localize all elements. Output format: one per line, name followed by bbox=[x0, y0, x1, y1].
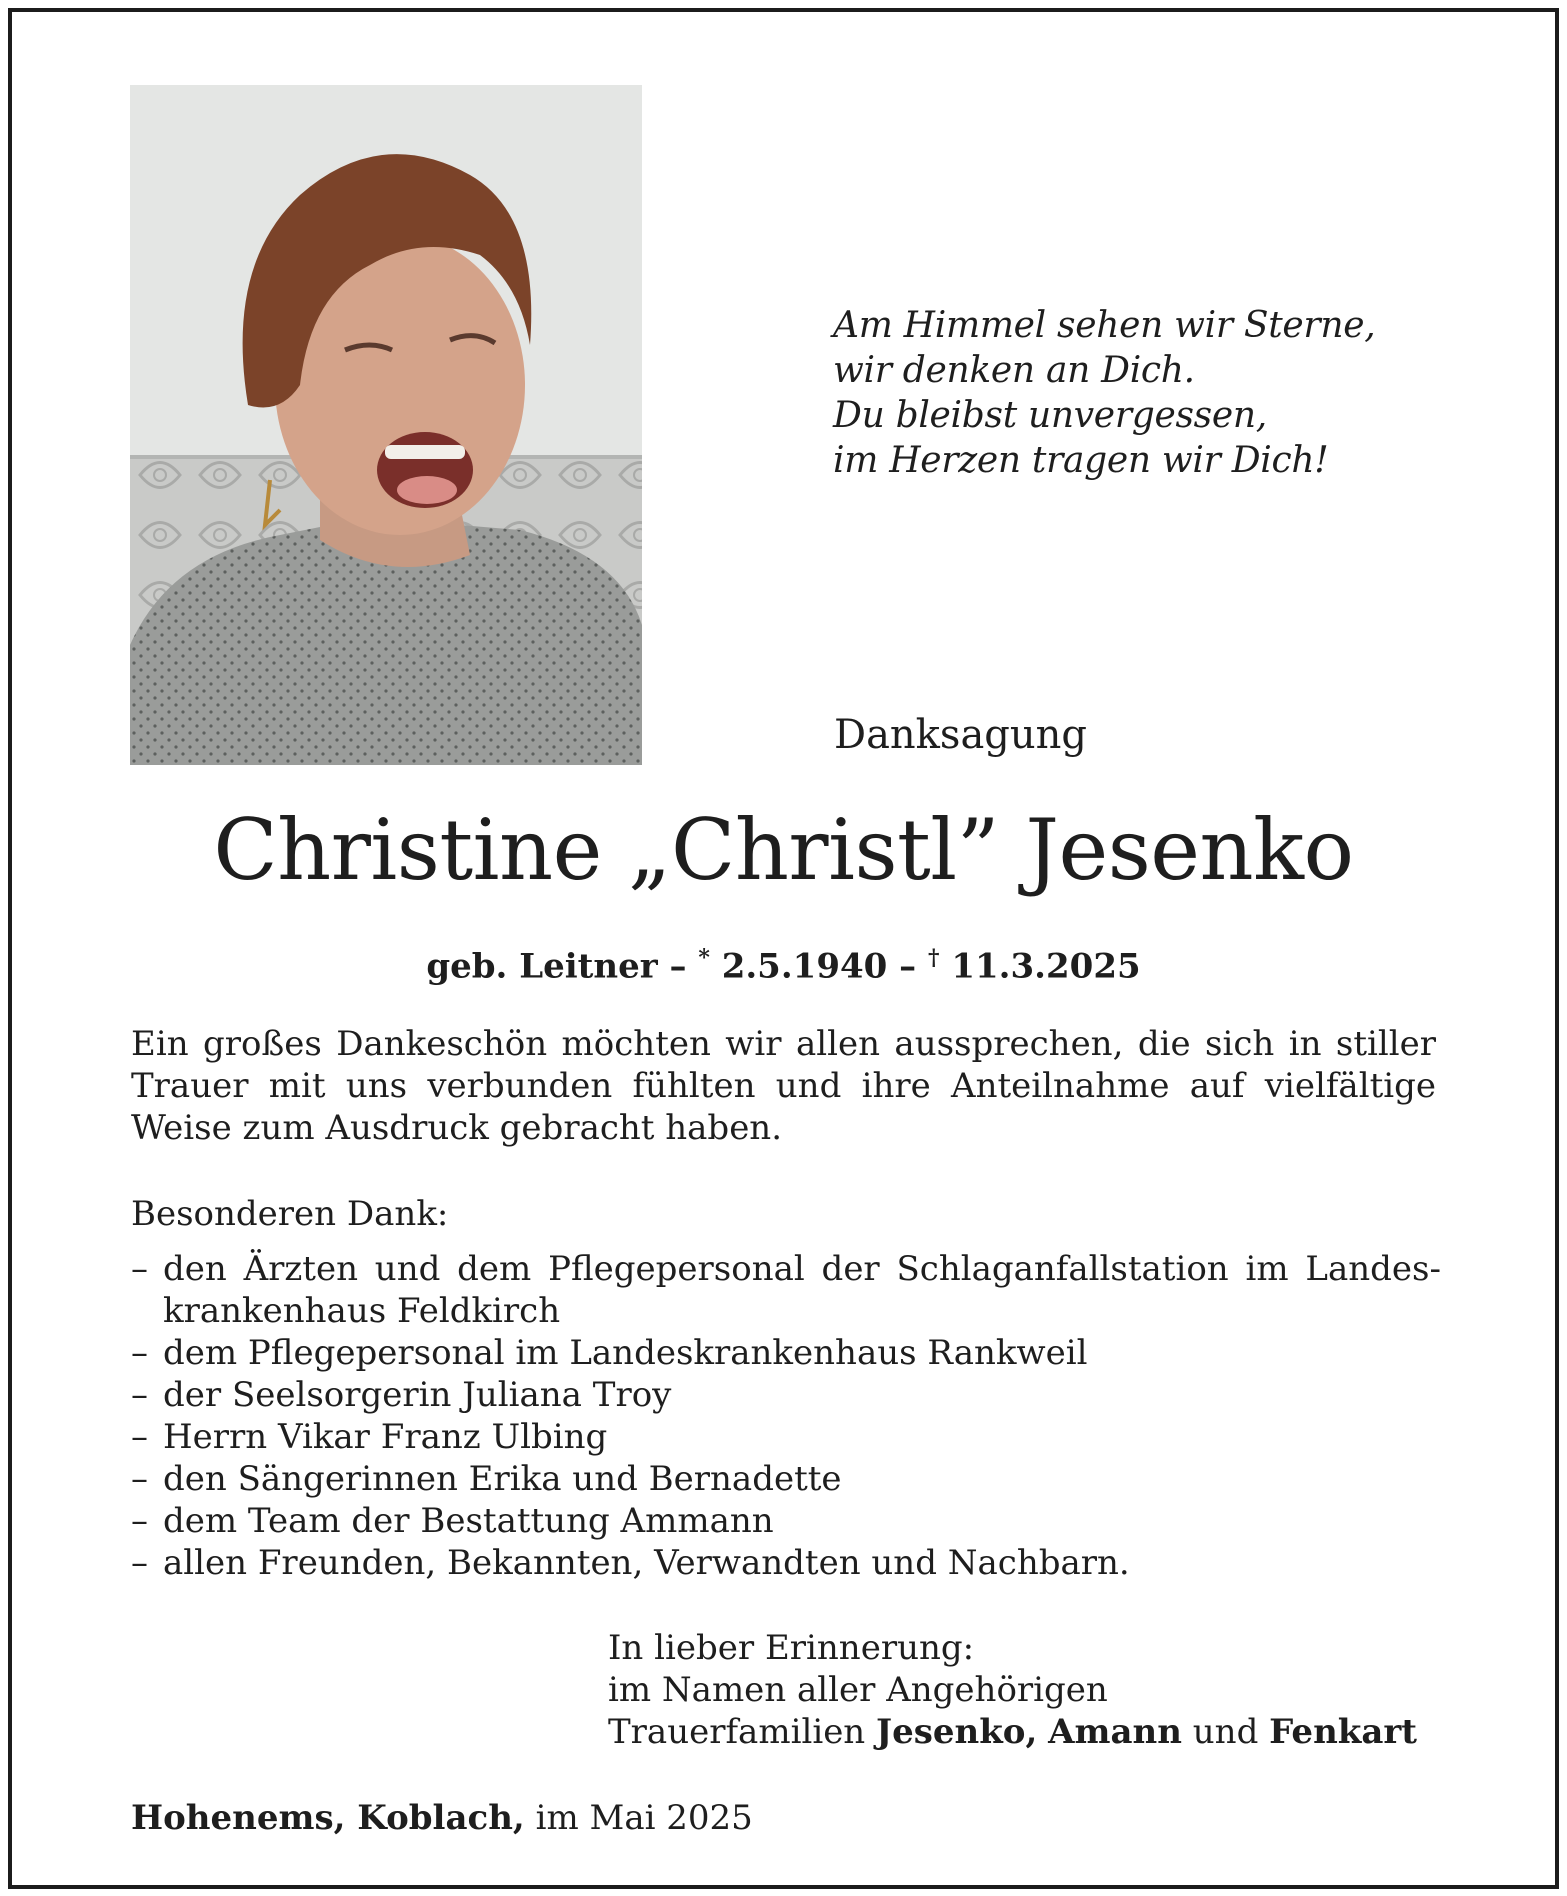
family-name: Jesenko, bbox=[876, 1712, 1038, 1752]
list-item bbox=[131, 1542, 1441, 1584]
list-item bbox=[131, 1416, 1441, 1458]
list-item bbox=[131, 1374, 1441, 1416]
list-item-text: den Ärzten und dem Pflegepersonal der Schlaganfallstation im Landeskrankenhaus Feldkirch bbox=[163, 1249, 1441, 1331]
list-item-text: der Seelsorgerin Juliana Troy bbox=[163, 1375, 672, 1415]
thanks-paragraph: Ein großes Dankeschön möchten wir allen aussprechen, die sich in stiller Trauer mit uns verbunden fühlten und ihre Anteilnahme auf vielfältige Weise zum Ausdruck gebracht haben. bbox=[131, 1024, 1436, 1148]
list-item-text: dem Pflegepersonal im Landeskrankenhaus Rankweil bbox=[163, 1333, 1088, 1373]
memorial-poem bbox=[833, 303, 1375, 483]
death-symbol: † bbox=[928, 945, 940, 971]
list-item bbox=[131, 1248, 1441, 1332]
poem-line: Du bleibst unvergessen, bbox=[833, 395, 1267, 436]
signoff-line: In lieber Erinnerung: bbox=[608, 1628, 975, 1668]
list-item-text: den Sängerinnen Erika und Bernadette bbox=[163, 1459, 842, 1499]
portrait-photo bbox=[130, 85, 642, 765]
bullet: – bbox=[131, 1459, 148, 1499]
place-date bbox=[131, 1798, 753, 1838]
bullet: – bbox=[131, 1333, 148, 1373]
signoff bbox=[608, 1627, 1417, 1753]
list-item bbox=[131, 1458, 1441, 1500]
birth-date: 2.5.1940 bbox=[721, 946, 888, 987]
bullet: – bbox=[131, 1249, 148, 1289]
death-date: 11.3.2025 bbox=[951, 946, 1141, 987]
birth-name: geb. Leitner bbox=[426, 946, 658, 987]
deceased-name: Christine „Christl” Jesenko bbox=[213, 801, 1354, 899]
bullet: – bbox=[131, 1375, 148, 1415]
family-name: Amann bbox=[1048, 1712, 1182, 1752]
poem-line: im Herzen tragen wir Dich! bbox=[833, 440, 1329, 481]
connector: und bbox=[1192, 1712, 1259, 1752]
separator: – bbox=[669, 946, 687, 987]
special-thanks-label: Besonderen Dank: bbox=[131, 1194, 449, 1234]
list-item-text: allen Freunden, Bekannten, Verwandten und Nachbarn. bbox=[163, 1543, 1130, 1583]
list-item-text: Herrn Vikar Franz Ulbing bbox=[163, 1417, 608, 1457]
date: im Mai 2025 bbox=[535, 1798, 753, 1838]
life-dates bbox=[0, 945, 1567, 986]
separator: – bbox=[899, 946, 917, 987]
place: Hohenems, Koblach, bbox=[131, 1798, 525, 1838]
bullet: – bbox=[131, 1543, 148, 1583]
bullet: – bbox=[131, 1501, 148, 1541]
birth-symbol: * bbox=[698, 945, 710, 971]
list-item bbox=[131, 1500, 1441, 1542]
list-item bbox=[131, 1332, 1441, 1374]
list-item-text: dem Team der Bestattung Ammann bbox=[163, 1501, 774, 1541]
families-prefix: Trauerfamilien bbox=[608, 1712, 866, 1752]
poem-line: Am Himmel sehen wir Sterne, bbox=[833, 305, 1376, 346]
poem-line: wir denken an Dich. bbox=[833, 350, 1195, 391]
special-thanks-list bbox=[131, 1248, 1441, 1584]
signoff-families bbox=[608, 1711, 1417, 1753]
bullet: – bbox=[131, 1417, 148, 1457]
family-name: Fenkart bbox=[1269, 1712, 1417, 1752]
signoff-line: im Namen aller Angehörigen bbox=[608, 1670, 1108, 1710]
notice-heading: Danksagung bbox=[834, 712, 1088, 758]
